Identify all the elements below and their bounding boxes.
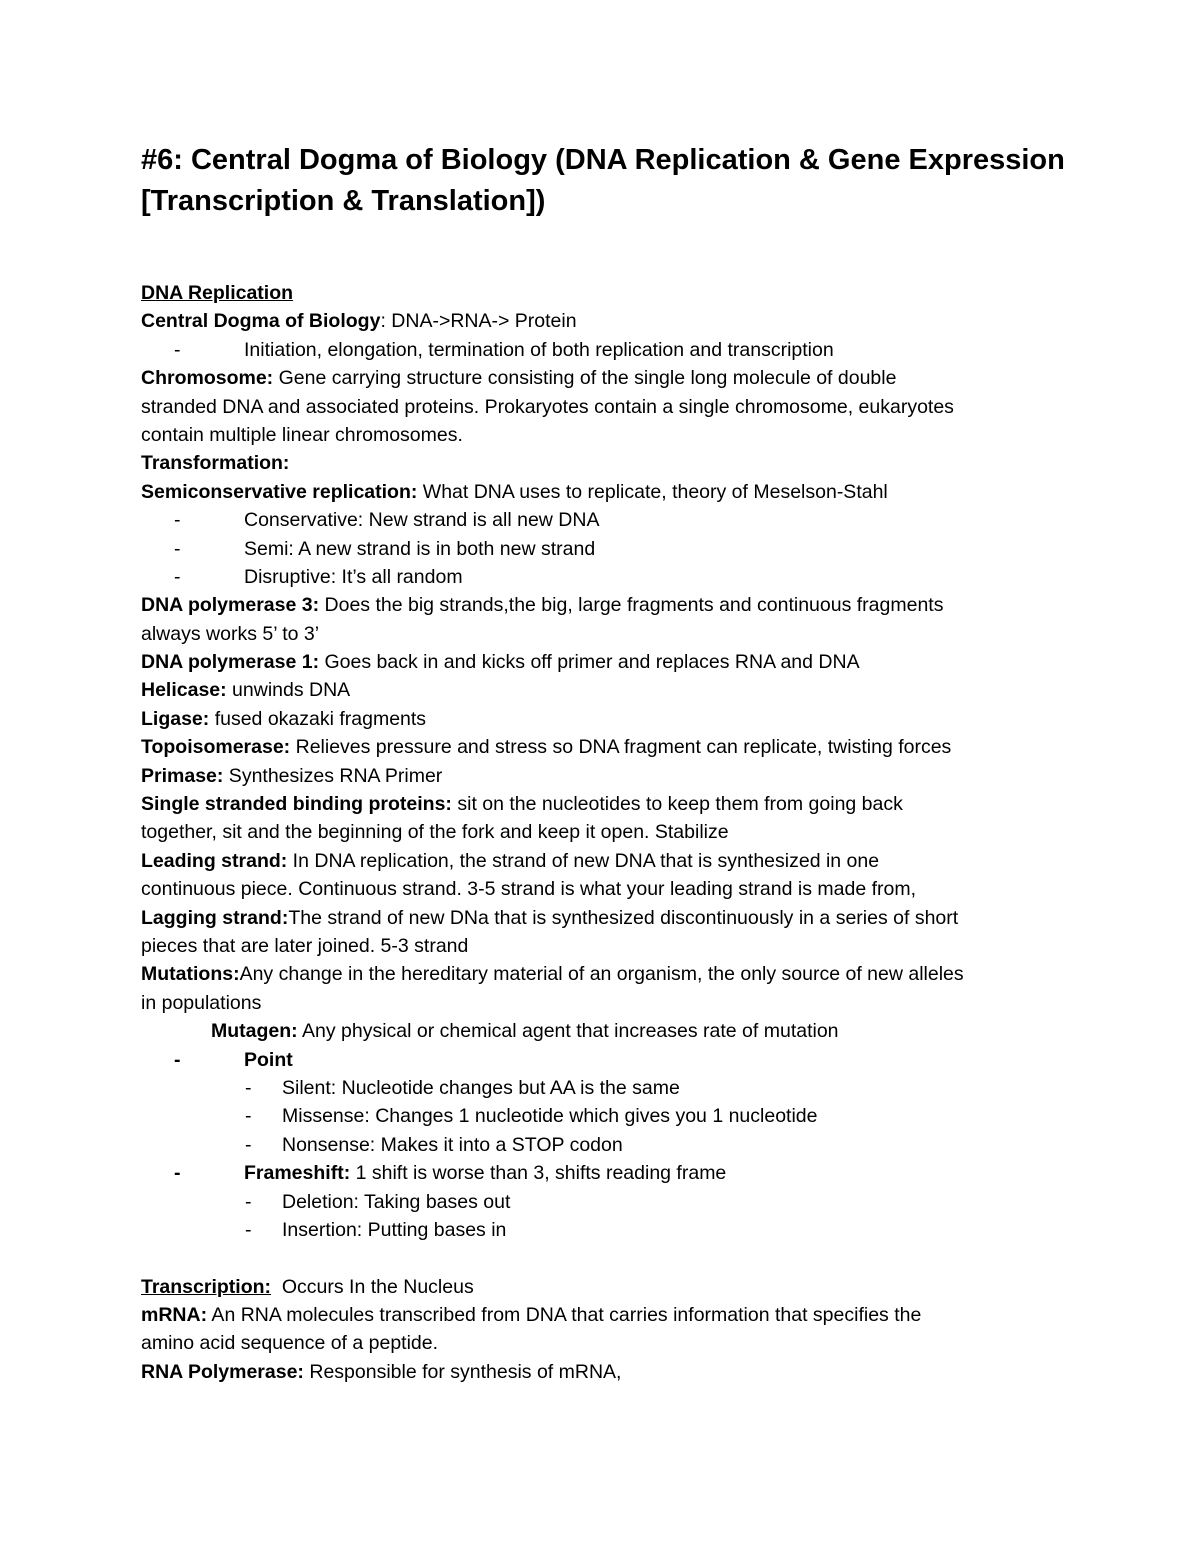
list-item: Conservative: New strand is all new DNA — [244, 509, 600, 532]
spacer — [141, 1244, 1071, 1272]
def-frameshift: 1 shift is worse than 3, shifts reading frame — [350, 1162, 727, 1185]
term-ssb: Single stranded binding proteins: — [141, 793, 452, 816]
def-leading-strand-cont: continuous piece. Continuous strand. 3-5 strand is what your leading strand is made from, — [141, 878, 917, 901]
def-helicase: unwinds DNA — [226, 679, 351, 702]
def-pol3: Does the big strands,the big, large fragments and continuous fragments — [319, 594, 944, 617]
term-ligase: Ligase: — [141, 707, 210, 730]
list-item: Deletion: Taking bases out — [282, 1190, 511, 1213]
term-point: Point — [244, 1048, 293, 1071]
bullet-dash: - — [174, 565, 181, 588]
list-item: Semi: A new strand is in both new strand — [244, 537, 596, 560]
def-ssb-cont: together, sit and the beginning of the fork and keep it open. Stabilize — [141, 821, 729, 844]
def-leading-strand: In DNA replication, the strand of new DNA that is synthesized in one — [287, 849, 880, 872]
def-mutations-cont: in populations — [141, 991, 262, 1014]
bullet-dash: - — [245, 1190, 252, 1213]
transcription-location: Occurs In the Nucleus — [271, 1275, 474, 1298]
list-item: Disruptive: It’s all random — [244, 565, 463, 588]
term-helicase: Helicase: — [141, 679, 227, 702]
list-item: Missense: Changes 1 nucleotide which gives you 1 nucleotide — [282, 1105, 818, 1128]
def-primase: Synthesizes RNA Primer — [223, 764, 443, 787]
def-rna-polymerase: Responsible for synthesis of mRNA, — [303, 1360, 622, 1383]
term-mutations: Mutations: — [141, 963, 240, 986]
list-item: Nonsense: Makes it into a STOP codon — [282, 1133, 623, 1156]
def-lagging-strand: The strand of new DNa that is synthesized discontinuously in a series of short — [288, 906, 959, 929]
term-lagging-strand: Lagging strand: — [141, 906, 289, 929]
def-chromosome-cont1: stranded DNA and associated proteins. Prokaryotes contain a single chromosome, eukaryotes — [141, 395, 954, 418]
def-mutagen: Any physical or chemical agent that increases rate of mutation — [297, 1020, 839, 1043]
term-rna-polymerase: RNA Polymerase: — [141, 1360, 304, 1383]
bullet-dash: - — [245, 1105, 252, 1128]
term-topoisomerase: Topoisomerase: — [141, 736, 291, 759]
def-mutations: Any change in the hereditary material of an organism, the only source of new alleles — [239, 963, 964, 986]
page-title: #6: Central Dogma of Biology (DNA Replication & Gene Expression [Transcription & Translation]) — [141, 144, 1065, 217]
def-mrna: An RNA molecules transcribed from DNA that carries information that specifies the — [207, 1304, 922, 1327]
section-heading-transcription: Transcription: — [141, 1275, 272, 1298]
section-heading-dna-replication: DNA Replication — [141, 282, 294, 304]
def-central-dogma: : DNA->RNA-> Protein — [380, 310, 577, 333]
def-pol3-cont: always works 5’ to 3’ — [141, 622, 320, 645]
term-pol3: DNA polymerase 3: — [141, 594, 320, 617]
term-chromosome: Chromosome: — [141, 367, 274, 390]
list-item: Silent: Nucleotide changes but AA is the same — [282, 1076, 680, 1099]
bullet-dash: - — [245, 1218, 252, 1241]
def-pol1: Goes back in and kicks off primer and replaces RNA and DNA — [319, 651, 860, 674]
def-ligase: fused okazaki fragments — [209, 707, 427, 730]
def-lagging-strand-cont: pieces that are later joined. 5-3 strand — [141, 934, 469, 957]
bullet-dash: - — [174, 1048, 181, 1071]
term-mrna: mRNA: — [141, 1304, 208, 1327]
def-semiconservative: What DNA uses to replicate, theory of Meselson-Stahl — [417, 480, 888, 503]
term-pol1: DNA polymerase 1: — [141, 651, 320, 674]
list-item: Insertion: Putting bases in — [282, 1218, 507, 1241]
def-ssb: sit on the nucleotides to keep them from going back — [451, 793, 903, 816]
def-topoisomerase: Relieves pressure and stress so DNA fragment can replicate, twisting forces — [290, 736, 952, 759]
bullet-dash: - — [174, 338, 181, 361]
def-chromosome-cont2: contain multiple linear chromosomes. — [141, 423, 463, 446]
term-mutagen: Mutagen: — [211, 1020, 298, 1043]
def-mrna-cont: amino acid sequence of a peptide. — [141, 1332, 439, 1355]
term-transformation: Transformation: — [141, 452, 290, 475]
bullet-dash: - — [174, 1162, 181, 1185]
term-semiconservative: Semiconservative replication: — [141, 480, 418, 503]
term-frameshift: Frameshift: — [244, 1162, 351, 1185]
bullet-dash: - — [245, 1076, 252, 1099]
def-chromosome: Gene carrying structure consisting of the single long molecule of double — [273, 367, 897, 390]
term-leading-strand: Leading strand: — [141, 849, 288, 872]
document-body — [141, 279, 1071, 1386]
bullet-dash: - — [245, 1133, 252, 1156]
term-primase: Primase: — [141, 764, 224, 787]
bullet-dash: - — [174, 509, 181, 532]
bullet-central-dogma: Initiation, elongation, termination of both replication and transcription — [244, 338, 834, 361]
bullet-dash: - — [174, 537, 181, 560]
term-central-dogma: Central Dogma of Biology — [141, 310, 381, 333]
